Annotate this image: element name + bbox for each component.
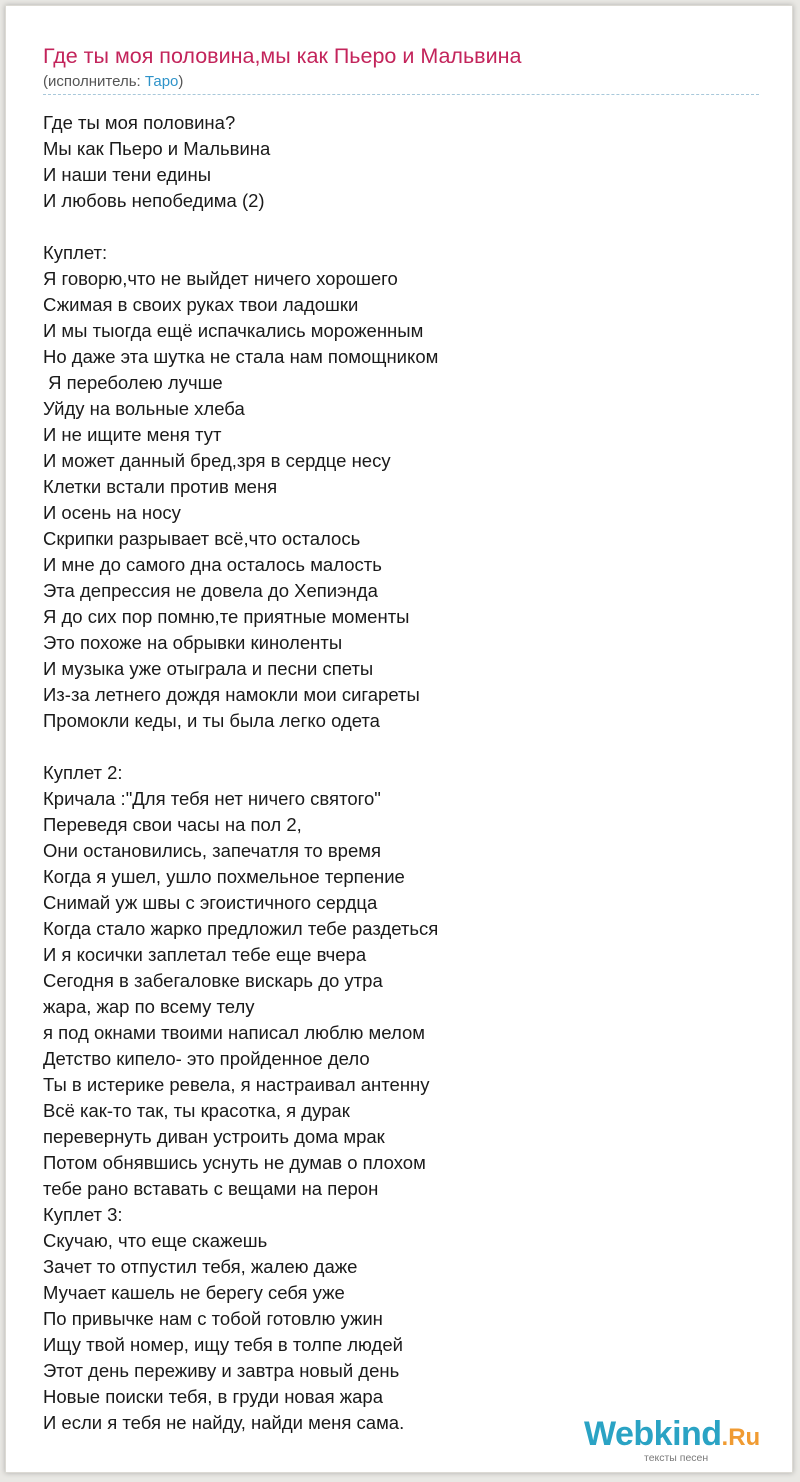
lyric-line: Куплет 3: [43,1204,123,1225]
lyric-line: Ты в истерике ревела, я настраивал антенну [43,1074,430,1095]
lyric-line: Уйду на вольные хлеба [43,398,245,419]
lyric-line: И любовь непобедима (2) [43,190,265,211]
lyric-line: Они остановились, запечатля то время [43,840,381,861]
lyric-line: И мне до самого дна осталось малость [43,554,382,575]
lyric-line: жара, жар по всему телу [43,996,255,1017]
lyric-line: Ищу твой номер, ищу тебя в толпе людей [43,1334,403,1355]
logo-tagline: тексты песен [644,1452,709,1464]
logo-brand: Webkind [584,1415,722,1453]
lyric-line [43,214,438,240]
artist-link[interactable]: Таро [144,73,179,90]
lyric-line: Я говорю,что не выйдет ничего хорошего [43,268,398,289]
lyric-line: Сегодня в забегаловке вискарь до утра [43,970,383,991]
lyric-line: Скрипки разрывает всё,что осталось [43,528,361,549]
artist-prefix: (исполнитель: [43,73,145,90]
lyric-line: перевернуть диван устроить дома мрак [43,1126,385,1147]
lyric-line: И если я тебя не найду, найди меня сама. [43,1412,405,1433]
lyric-line: Это похоже на обрывки киноленты [43,632,343,653]
artist-suffix: ) [178,73,184,90]
lyric-line: Клетки встали против меня [43,476,278,497]
lyrics-page [5,5,793,1473]
lyric-line: Снимай уж швы с эгоистичного сердца [43,892,378,913]
lyric-line: Мучает кашель не берегу себя уже [43,1282,345,1303]
lyric-line: Когда стало жарко предложил тебе раздеться [43,918,439,939]
lyrics-text [43,110,438,1436]
lyric-line: Всё как-то так, ты красотка, я дурак [43,1100,350,1121]
lyric-line [43,734,438,760]
lyric-line: Переведя свои часы на пол 2, [43,814,302,835]
lyric-line: И может данный бред,зря в сердце несу [43,450,391,471]
lyric-line: И я косички заплетал тебе еще вчера [43,944,367,965]
lyric-line: тебе рано вставать с вещами на перон [43,1178,379,1199]
lyric-line: По привычке нам с тобой готовлю ужин [43,1308,383,1329]
lyric-line: Когда я ушел, ушло похмельное терпение [43,866,405,887]
title-divider [43,94,759,95]
site-logo [584,1415,761,1464]
lyric-line: Где ты моя половина? [43,112,236,133]
lyric-line: Из-за летнего дождя намокли мои сигареты [43,684,420,705]
lyric-line: Детство кипело- это пройденное дело [43,1048,370,1069]
lyric-line: И не ищите меня тут [43,424,222,445]
lyric-line: Сжимая в своих руках твои ладошки [43,294,359,315]
lyric-line: И музыка уже отыграла и песни спеты [43,658,374,679]
lyric-line: Эта депрессия не довела до Хепиэнда [43,580,378,601]
lyric-line: И мы тыогда ещё испачкались мороженным [43,320,424,341]
lyric-line: Потом обнявшись уснуть не думав о плохом [43,1152,426,1173]
lyric-line: Куплет 2: [43,762,123,783]
lyric-line: Новые поиски тебя, в груди новая жара [43,1386,384,1407]
lyric-line: Промокли кеды, и ты была легко одета [43,710,380,731]
lyric-line: Я переболею лучше [43,372,223,393]
lyric-line: И осень на носу [43,502,181,523]
lyric-line: И наши тени едины [43,164,212,185]
lyric-line: я под окнами твоими написал люблю мелом [43,1022,425,1043]
lyric-line: Мы как Пьеро и Мальвина [43,138,271,159]
lyric-line: Зачет то отпустил тебя, жалею даже [43,1256,358,1277]
lyric-line: Скучаю, что еще скажешь [43,1230,268,1251]
logo-suffix: .Ru [721,1424,761,1451]
song-title: Где ты моя половина,мы как Пьеро и Мальвина [43,44,522,68]
lyric-line: Я до сих пор помню,те приятные моменты [43,606,410,627]
lyric-line: Кричала :"Для тебя нет ничего святого" [43,788,381,809]
lyric-line: Куплет: [43,242,108,263]
artist-line [43,73,183,90]
lyric-line: Этот день переживу и завтра новый день [43,1360,400,1381]
lyric-line: Но даже эта шутка не стала нам помощником [43,346,439,367]
